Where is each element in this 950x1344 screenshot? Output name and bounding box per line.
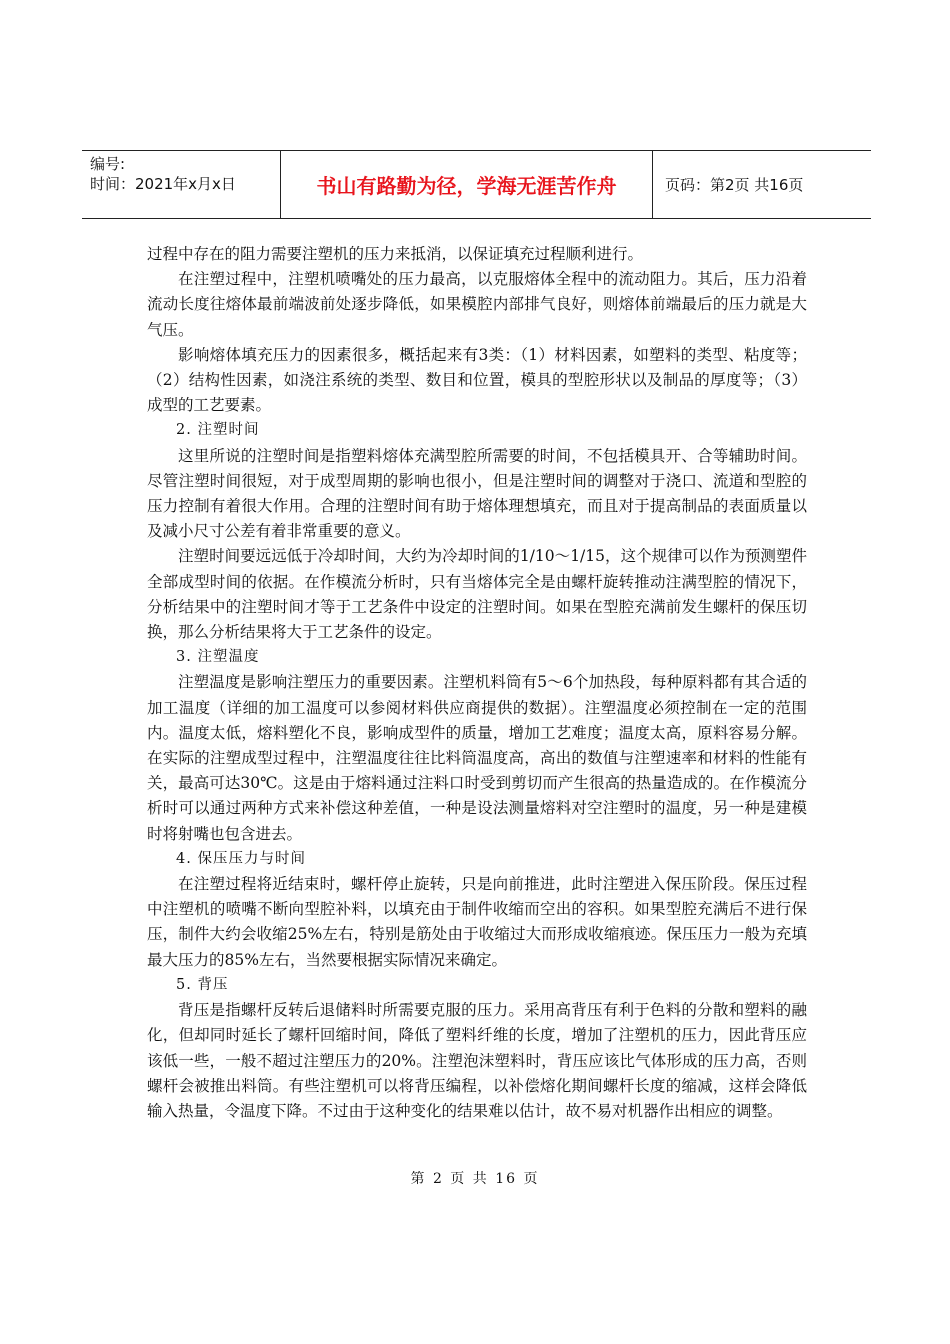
section-heading: 4. 保压压力与时间 — [176, 850, 306, 867]
page-header — [82, 150, 871, 219]
paragraph: 在注塑过程将近结束时，螺杆停止旋转，只是向前推进，此时注塑进入保压阶段。保压过程中注塑机的喷嘴不断向型腔补料，以填充由于制件收缩而空出的容积。如果型腔充满后不进行保压，制件大约会收缩25%左右，特别是筋处由于收缩过大而形成收缩痕迹。保压压力一般为充填最大压力的85%左右，当然要根据实际情况来确定。 — [147, 875, 807, 969]
section-heading: 5. 背压 — [176, 976, 229, 993]
paragraph: 这里所说的注塑时间是指塑料熔体充满型腔所需要的时间，不包括模具开、合等辅助时间。尽管注塑时间很短，对于成型周期的影响也很小，但是注塑时间的调整对于浇口、流道和型腔的压力控制有着很大作用。合理的注塑时间有助于熔体理想填充，而且对于提高制品的表面质量以及减小尺寸公差有着非常重要的意义。 — [147, 446, 807, 541]
paragraph: 注塑时间要远远低于冷却时间，大约为冷却时间的1/10～1/15，这个规律可以作为预测塑件全部成型时间的依据。在作模流分析时，只有当熔体完全是由螺杆旋转推动注满型腔的情况下，分析结果中的注塑时间才等于工艺条件中设定的注塑时间。如果在型腔充满前发生螺杆的保压切换，那么分析结果将大于工艺条件的设定。 — [147, 547, 807, 642]
header-meta — [82, 151, 281, 218]
number-label: 编号: — [90, 155, 126, 173]
paragraph: 背压是指螺杆反转后退储料时所需要克服的压力。采用高背压有利于色料的分散和塑料的融化，但却同时延长了螺杆回缩时间，降低了塑料纤维的长度，增加了注塑机的压力，因此背压应该低一些，一般不超过注塑压力的20%。注塑泡沫塑料时，背压应该比气体形成的压力高，否则螺杆会被推出料筒。有些注塑机可以将背压编程，以补偿熔化期间螺杆长度的缩减，这样会降低输入热量，令温度下降。不过由于这种变化的结果难以估计，故不易对机器作出相应的调整。 — [147, 1001, 807, 1120]
section-heading: 2. 注塑时间 — [176, 422, 260, 439]
section-heading: 3. 注塑温度 — [176, 649, 260, 666]
document-body — [147, 242, 807, 1124]
paragraph: 影响熔体填充压力的因素很多，概括起来有3类：（1）材料因素，如塑料的类型、粘度等；（2）结构性因素，如浇注系统的类型、数目和位置，模具的型腔形状以及制品的厚度等；（3）成型的工艺要素。 — [147, 345, 807, 415]
header-motto: 书山有路勤为径，学海无涯苦作舟 — [281, 151, 653, 218]
header-page-info: 页码：第2页 共16页 — [665, 176, 804, 194]
paragraph: 在注塑过程中，注塑机喷嘴处的压力最高，以克服熔体全程中的流动阻力。其后，压力沿着流动长度往熔体最前端波前处逐步降低，如果模腔内部排气良好，则熔体前端最后的压力就是大气压。 — [147, 270, 807, 339]
paragraph: 注塑温度是影响注塑压力的重要因素。注塑机料筒有5～6个加热段，每种原料都有其合适的加工温度（详细的加工温度可以参阅材料供应商提供的数据）。注塑温度必须控制在一定的范围内。温度太低，熔料塑化不良，影响成型件的质量，增加工艺难度；温度太高，原料容易分解。在实际的注塑成型过程中，注塑温度往往比料筒温度高，高出的数值与注塑速率和材料的性能有关，最高可达30℃。这是由于熔料通过注料口时受到剪切而产生很高的热量造成的。在作模流分析时可以通过两种方式来补偿这种差值，一种是设法测量熔料对空注塑时的温度，另一种是建模时将射嘴也包含进去。 — [147, 673, 807, 843]
paragraph: 过程中存在的阻力需要注塑机的压力来抵消，以保证填充过程顺利进行。 — [147, 245, 644, 263]
time-label: 时间：2021年x月x日 — [90, 175, 236, 193]
page-footer: 第 2 页 共 16 页 — [410, 1171, 540, 1187]
